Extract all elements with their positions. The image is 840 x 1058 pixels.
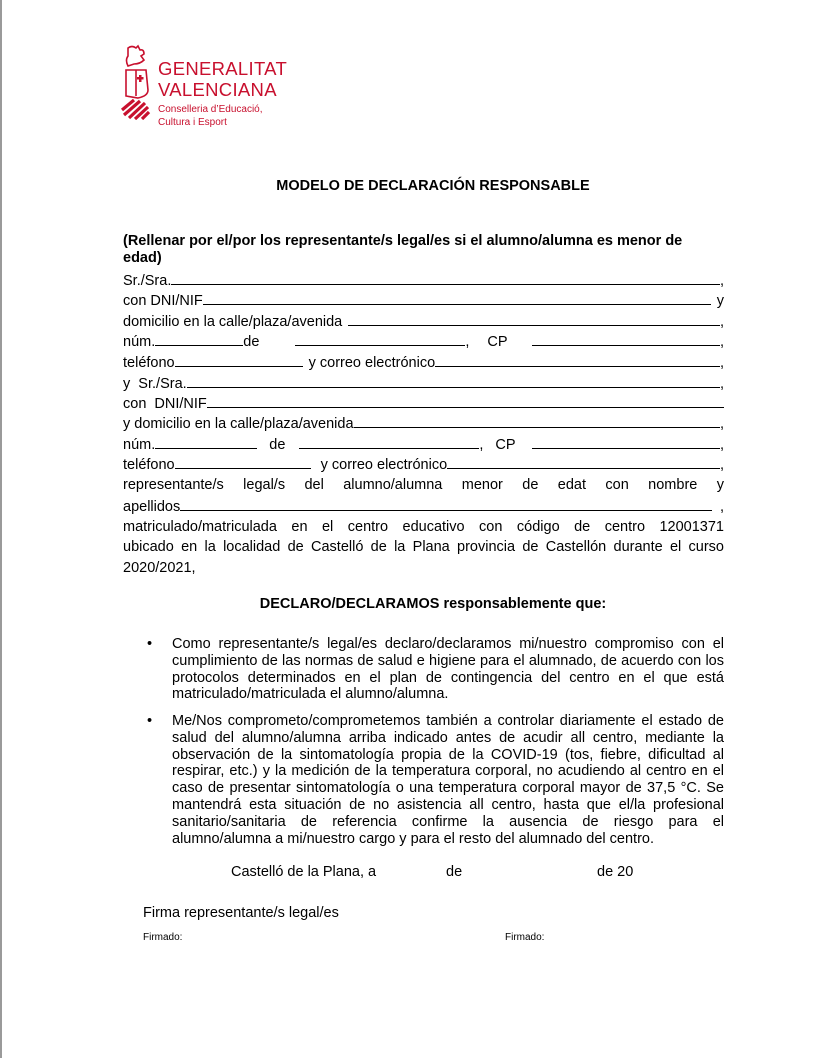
rep1-dni-suffix: y: [716, 293, 724, 309]
date-de-year: de 20: [597, 864, 634, 880]
document-title: MODELO DE DECLARACIÓN RESPONSABLE: [276, 178, 590, 194]
rep2-city-field[interactable]: [299, 434, 479, 449]
rep1-phone-field[interactable]: [175, 352, 303, 367]
rep2-dni-label: con DNI/NIF: [123, 396, 207, 412]
rep1-cp-field[interactable]: [532, 331, 720, 346]
generalitat-logo: [120, 44, 320, 134]
logo-subtitle-line2: Cultura i Esport: [158, 117, 227, 128]
signed-label-1: Firmado:: [143, 932, 183, 943]
declaration-heading: DECLARO/DECLARAMOS responsablemente que:: [259, 596, 607, 612]
rep2-address-field[interactable]: [354, 413, 720, 428]
date-de-month: de: [446, 864, 463, 880]
rep1-num-row: [123, 331, 724, 352]
rep2-name-label: y Sr./Sra.: [123, 376, 187, 392]
rep2-phone-label: teléfono: [123, 457, 175, 473]
rep1-email-label: y correo electrónico: [308, 355, 436, 371]
rep1-dni-label: con DNI/NIF: [123, 293, 203, 309]
rep1-city-field[interactable]: [295, 331, 465, 346]
date-place: Castelló de la Plana, a: [231, 864, 377, 880]
comma: ,: [479, 437, 484, 453]
comma: ,: [719, 457, 724, 473]
comma: ,: [719, 273, 724, 289]
rep2-email-label: y correo electrónico: [320, 457, 448, 473]
comma: ,: [719, 416, 724, 432]
rep2-dni-field[interactable]: [207, 393, 724, 408]
rep2-num-field[interactable]: [155, 434, 257, 449]
signature-label: Firma representante/s legal/es: [143, 905, 339, 921]
generalitat-emblem-icon: [120, 44, 156, 120]
rep1-num-field[interactable]: [155, 331, 243, 346]
rep2-phone-row: [123, 454, 724, 475]
rep1-dni-row: [123, 290, 724, 311]
rep2-address-label: y domicilio en la calle/plaza/avenida: [123, 416, 354, 432]
logo-subtitle: [158, 103, 263, 129]
rep1-email-field[interactable]: [435, 352, 720, 367]
rep1-cp-label: CP: [487, 334, 508, 350]
rep2-num-row: [123, 434, 724, 455]
rep2-address-row: [123, 413, 724, 434]
school-line-2: ubicado en la localidad de Castelló de la Plana provincia de Castellón durante el curso: [123, 539, 724, 555]
student-surname-row: [123, 496, 724, 517]
rep1-address-row: [123, 311, 724, 332]
rep1-address-label: domicilio en la calle/plaza/avenida: [123, 314, 343, 330]
rep1-name-field[interactable]: [171, 270, 720, 285]
student-line: representante/s legal/s del alumno/alumna menor de edat con nombre y: [123, 477, 724, 493]
signed-label-2: Firmado:: [505, 932, 545, 943]
logo-title-line1: GENERALITAT: [158, 58, 288, 79]
rep1-num-label: núm.: [123, 334, 156, 350]
school-line-3: 2020/2021,: [123, 560, 196, 576]
rep1-address-field[interactable]: [348, 311, 720, 326]
bullet-icon: •: [147, 636, 153, 652]
comma: ,: [719, 376, 724, 392]
rep2-dni-row: [123, 393, 724, 414]
rep1-phone-row: [123, 352, 724, 373]
rep1-name-label: Sr./Sra.: [123, 273, 172, 289]
rep1-de-label: de: [243, 334, 260, 350]
comma: ,: [719, 499, 724, 515]
student-surname-field[interactable]: [180, 496, 712, 511]
rep2-phone-field[interactable]: [175, 454, 311, 469]
comma: ,: [465, 334, 470, 350]
declaration-item-2: Me/Nos comprometo/comprometemos también a controlar diariamente el estado de salud del alumno/alumna arriba indicado antes de acudir all centro, mediante la observación de la sintomatología propia de la COVID-19 (tos, fiebre, dificultad al respirar, etc.) y la medición de la temperatura corporal, no acudiendo al centro en el caso de presentar sintomatología o una temperatura corporal mayor de 37,5 °C. Se mantendrá esta situación de no asistencia all centro, hasta que el/la profesional sanitario/sanitaria de referencia confirme la ausencia de riesgo para el alumno/alumna a mi/nuestro cargo y para el resto del alumnado del centro.: [172, 713, 724, 847]
instruction-text: (Rellenar por el/por los representante/s legal/es si el alumno/alumna es menor de edad): [123, 233, 683, 266]
rep2-name-field[interactable]: [187, 373, 720, 388]
rep2-de-label: de: [269, 437, 286, 453]
comma: ,: [719, 334, 724, 350]
page-edge: [0, 0, 2, 1058]
logo-subtitle-line1: Conselleria d’Educació,: [158, 104, 263, 115]
declaration-item-1: Como representante/s legal/es declaro/declaramos mi/nuestro compromiso con el cumplimiento de las normas de salud e higiene para el alumnado, de acuerdo con los protocolos determinados en el plan de contingencia del centro en el que está matriculado/matriculada el alumno/alumna.: [172, 636, 724, 703]
rep1-dni-field[interactable]: [203, 290, 711, 305]
comma: ,: [719, 314, 724, 330]
rep2-cp-field[interactable]: [532, 434, 720, 449]
logo-title-line2: VALENCIANA: [158, 79, 277, 100]
rep2-name-row: [123, 373, 724, 394]
logo-title: [158, 58, 287, 100]
surname-label: apellidos: [123, 499, 181, 515]
rep2-num-label: núm.: [123, 437, 156, 453]
comma: ,: [719, 437, 724, 453]
bullet-icon: •: [147, 713, 153, 729]
rep2-cp-label: CP: [495, 437, 516, 453]
rep2-email-field[interactable]: [447, 454, 720, 469]
comma: ,: [719, 355, 724, 371]
rep1-name-row: [123, 270, 724, 291]
school-line-1: matriculado/matriculada en el centro educativo con código de centro 12001371: [123, 519, 724, 535]
rep1-phone-label: teléfono: [123, 355, 175, 371]
